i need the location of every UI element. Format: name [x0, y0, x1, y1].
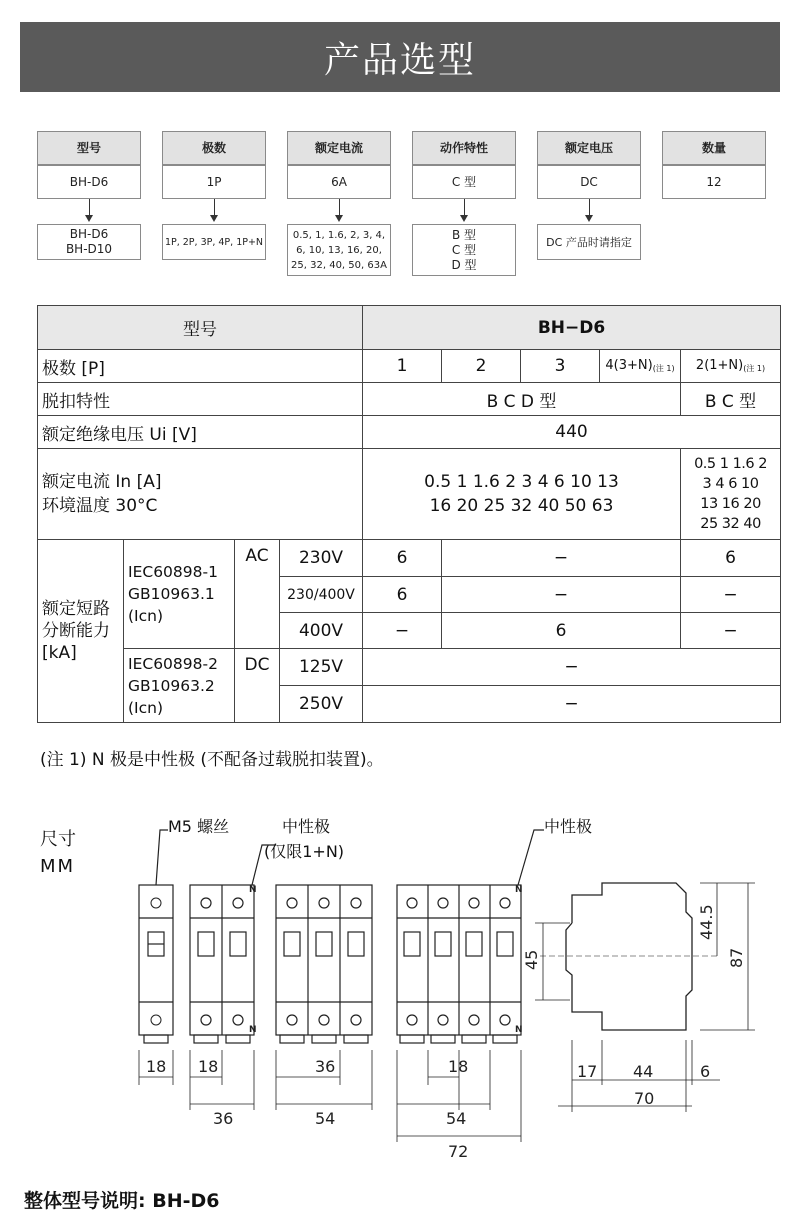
table-note: (注 1) N 极是中性极 (不配备过载脱扣装置)。: [40, 750, 384, 770]
neutral-n-marker: N: [515, 1025, 523, 1035]
spec-230-side: 6: [681, 540, 781, 577]
spec-breaking-label: 额定短路分断能力 [kA]: [38, 540, 124, 723]
spec-std-ac: IEC60898-1 GB10963.1 (Icn): [124, 540, 235, 649]
dim-44-5: 44.5: [697, 904, 716, 940]
spec-voltage-250: 250V: [280, 686, 363, 723]
arrow-down-icon: [464, 199, 465, 216]
spec-trip-main: B C D 型: [363, 383, 681, 416]
spec-400-mid: 6: [442, 613, 681, 649]
selector-value-model: BH-D6: [37, 165, 141, 199]
spec-pole-2: 2: [442, 350, 521, 383]
neutral-n-marker: N: [515, 885, 523, 895]
screw-leader-line: [156, 830, 168, 885]
selector-options-voltage: DC 产品时请指定: [537, 224, 641, 260]
spec-insulation-label: 额定绝缘电压 Ui [V]: [38, 416, 363, 449]
selector-options-poles: 1P, 2P, 3P, 4P, 1P+N: [162, 224, 266, 260]
spec-voltage-230-400: 230/400V: [280, 577, 363, 613]
spec-current-label-1: 额定电流 In [A]: [42, 472, 162, 492]
selector-value-voltage: DC: [537, 165, 641, 199]
spec-current-label: [38, 449, 363, 540]
screw-label: M5 螺丝: [168, 817, 230, 836]
spec-230-p1: 6: [363, 540, 442, 577]
arrow-down-icon: [589, 199, 590, 216]
banner-title: 产品选型: [323, 39, 476, 81]
spec-current-main: [363, 449, 681, 540]
spec-current-side-1: 0.5 1 1.6 2: [694, 456, 767, 472]
side-view-profile: [566, 883, 692, 1030]
selector-head-qty: 数量: [662, 131, 766, 165]
selector-head-trip: 动作特性: [412, 131, 516, 165]
spec-250-all: −: [363, 686, 781, 723]
dim-70: 70: [634, 1089, 655, 1108]
spec-230-400-mid: −: [442, 577, 681, 613]
spec-insulation-value: 440: [363, 416, 781, 449]
selector-value-qty: 12: [662, 165, 766, 199]
spec-current-side-3: 13 16 20: [700, 496, 761, 512]
neutral-sub-label: (仅限1+N): [264, 842, 345, 861]
spec-230-400-side: −: [681, 577, 781, 613]
spec-dc: DC: [235, 649, 280, 723]
selector-head-poles: 极数: [162, 131, 266, 165]
spec-ac: AC: [235, 540, 280, 649]
breaker-3p: [276, 885, 372, 1043]
selector-options-model: BH-D6 BH-D10: [37, 224, 141, 260]
neutral-n-marker: N: [249, 885, 257, 895]
spec-poles-label: 极数 [P]: [38, 350, 363, 383]
breaker-2p: [190, 885, 254, 1043]
dim-18b: 18: [198, 1057, 219, 1076]
dim-54a: 54: [315, 1109, 336, 1128]
spec-230-mid: −: [442, 540, 681, 577]
selector-options-trip: B 型 C 型 D 型: [412, 224, 516, 276]
spec-pole-5-note: (注 1): [743, 364, 766, 373]
breaker-1p-body: [139, 885, 173, 1035]
spec-pole-5: [681, 350, 781, 383]
selector-head-model: 型号: [37, 131, 141, 165]
spec-table: [37, 305, 781, 723]
neutral-leader-line-2: [518, 830, 544, 885]
selector-options-current: 0.5, 1, 1.6, 2, 3, 4, 6, 10, 13, 16, 20, 25, 32, 40, 50, 63A: [287, 224, 391, 276]
spec-current-side-4: 25 32 40: [700, 516, 761, 532]
spec-400-side: −: [681, 613, 781, 649]
dim-87: 87: [727, 947, 746, 968]
arrow-down-icon: [214, 199, 215, 216]
spec-std-dc: IEC60898-2 GB10963.2 (Icn): [124, 649, 235, 723]
dim-44: 44: [633, 1062, 654, 1081]
spec-current-side: [681, 449, 781, 540]
selector-head-current: 额定电流: [287, 131, 391, 165]
dim-54b: 54: [446, 1109, 467, 1128]
dim-17: 17: [577, 1062, 598, 1081]
arrow-down-icon: [89, 199, 90, 216]
dim-72: 72: [448, 1142, 469, 1161]
selector-value-current: 6A: [287, 165, 391, 199]
breaker-4p: [397, 885, 521, 1043]
spec-voltage-125: 125V: [280, 649, 363, 686]
spec-pole-1: 1: [363, 350, 442, 383]
spec-current-main-1: 0.5 1 1.6 2 3 4 6 10 13: [424, 472, 619, 492]
footer-title: 整体型号说明: BH-D6: [24, 1190, 220, 1212]
spec-model-value: BH−D6: [363, 306, 781, 350]
spec-pole-5-value: 2(1+N): [695, 358, 744, 373]
spec-voltage-230: 230V: [280, 540, 363, 577]
spec-125-all: −: [363, 649, 781, 686]
spec-model-label: 型号: [38, 306, 363, 350]
neutral-label-2: 中性极: [544, 817, 593, 836]
spec-400-p1: −: [363, 613, 442, 649]
dim-18a: 18: [146, 1057, 167, 1076]
spec-trip-side: B C 型: [681, 383, 781, 416]
dim-6: 6: [700, 1062, 711, 1081]
spec-pole-4-value: 4(3+N): [605, 358, 653, 373]
dim-18c: 18: [448, 1057, 469, 1076]
size-label: 尺寸: [40, 829, 76, 850]
page-banner: [20, 22, 780, 92]
selector-head-voltage: 额定电压: [537, 131, 641, 165]
spec-current-main-2: 16 20 25 32 40 50 63: [429, 496, 614, 516]
spec-trip-label: 脱扣特性: [38, 383, 363, 416]
spec-pole-4: [600, 350, 681, 383]
arrow-down-icon: [339, 199, 340, 216]
spec-pole-4-note: (注 1): [652, 364, 675, 373]
neutral-n-marker: N: [249, 1025, 257, 1035]
selector-value-poles: 1P: [162, 165, 266, 199]
spec-pole-3: 3: [521, 350, 600, 383]
neutral-label: 中性极: [282, 817, 331, 836]
dim-36a: 36: [213, 1109, 234, 1128]
dim-36b: 36: [315, 1057, 336, 1076]
spec-voltage-400: 400V: [280, 613, 363, 649]
dim-45: 45: [522, 949, 541, 970]
selector-value-trip: C 型: [412, 165, 516, 199]
spec-current-label-2: 环境温度 30°C: [42, 496, 158, 516]
spec-current-side-2: 3 4 6 10: [702, 476, 759, 492]
unit-label: MM: [40, 856, 76, 877]
spec-230-400-p1: 6: [363, 577, 442, 613]
